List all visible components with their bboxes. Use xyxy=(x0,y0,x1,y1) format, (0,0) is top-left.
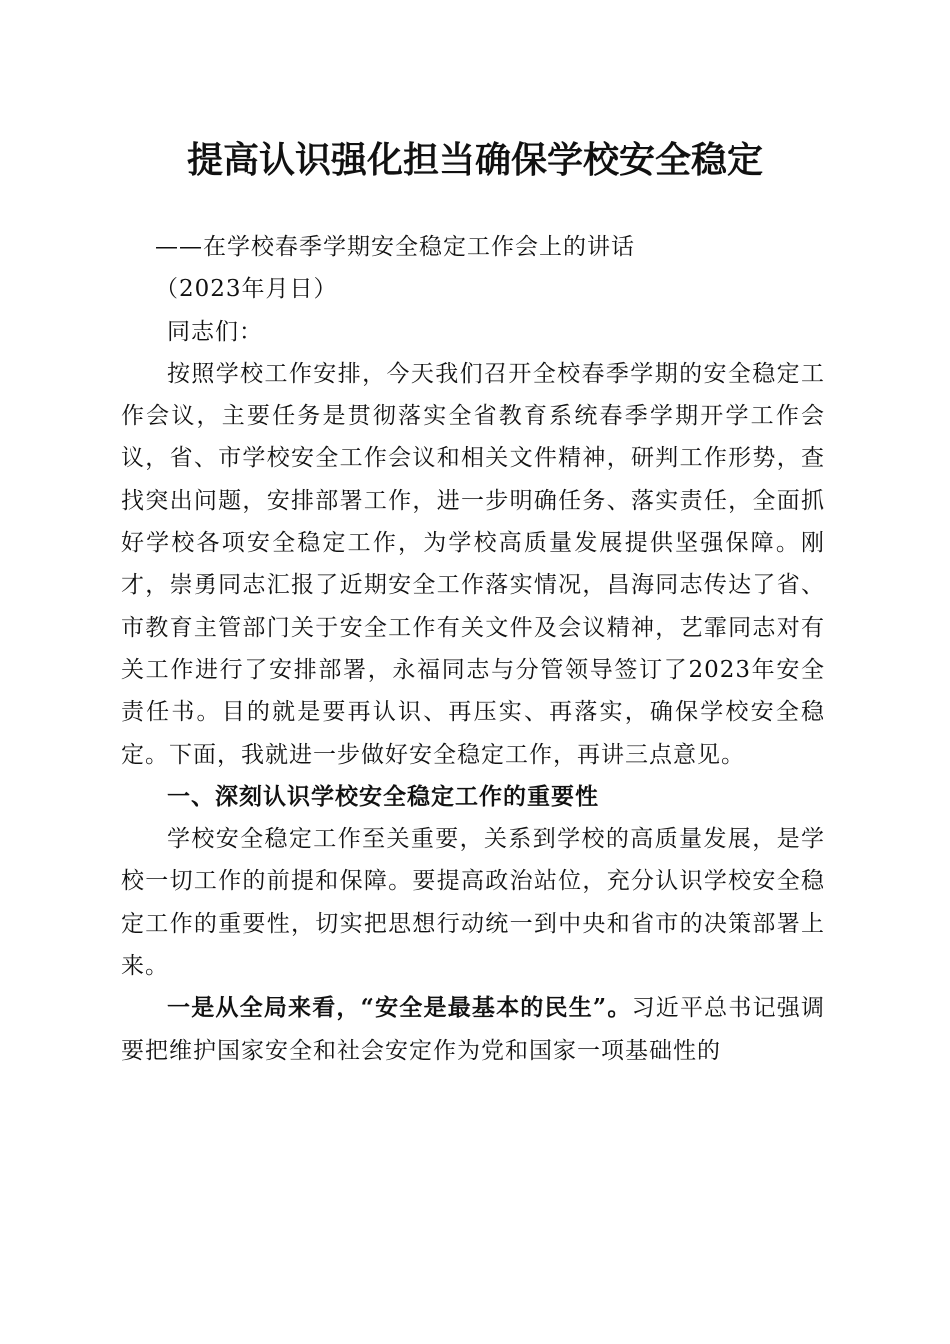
section-paragraph: 学校安全稳定工作至关重要，关系到学校的高质量发展，是学校一切工作的前提和保障。要提高政治站位，充分认识学校安全稳定工作的重要性，切实把思想行动统一到中央和省市的决策部署上来。 xyxy=(121,826,825,980)
section-heading: 一、深刻认识学校安全稳定工作的重要性 xyxy=(167,783,599,810)
document-subtitle: ——在学校春季学期安全稳定工作会上的讲话 xyxy=(155,234,635,260)
point-paragraph xyxy=(121,987,825,1072)
document-date: （2023年月日） xyxy=(155,276,338,303)
point-lead: 一是从全局来看，“安全是最基本的民生”。 xyxy=(167,994,632,1022)
point-text: 习近平总书记强调要把维护国家安全和社会安定作为党和国家一项基础性的 xyxy=(121,995,825,1064)
salutation: 同志们： xyxy=(167,318,263,345)
document-title: 提高认识强化担当确保学校安全稳定 xyxy=(186,140,763,181)
document-body xyxy=(121,226,825,1072)
intro-paragraph: 按照学校工作安排，今天我们召开全校春季学期的安全稳定工作会议，主要任务是贯彻落实全省教育系统春季学期开学工作会议，省、市学校安全工作会议和相关文件精神，研判工作形势，查找突出问题，安排部署工作，进一步明确任务、落实责任，全面抓好学校各项安全稳定工作，为学校高质量发展提供坚强保障。刚才，崇勇同志汇报了近期安全工作落实情况，昌海同志传达了省、市教育主管部门关于安全工作有关文件及会议精神，艺霏同志对有关工作进行了安排部署，永福同志与分管领导签订了2023年安全责任书。目的就是要再认识、再压实、再落实，确保学校安全稳定。下面，我就进一步做好安全稳定工作，再讲三点意见。 xyxy=(121,360,825,768)
